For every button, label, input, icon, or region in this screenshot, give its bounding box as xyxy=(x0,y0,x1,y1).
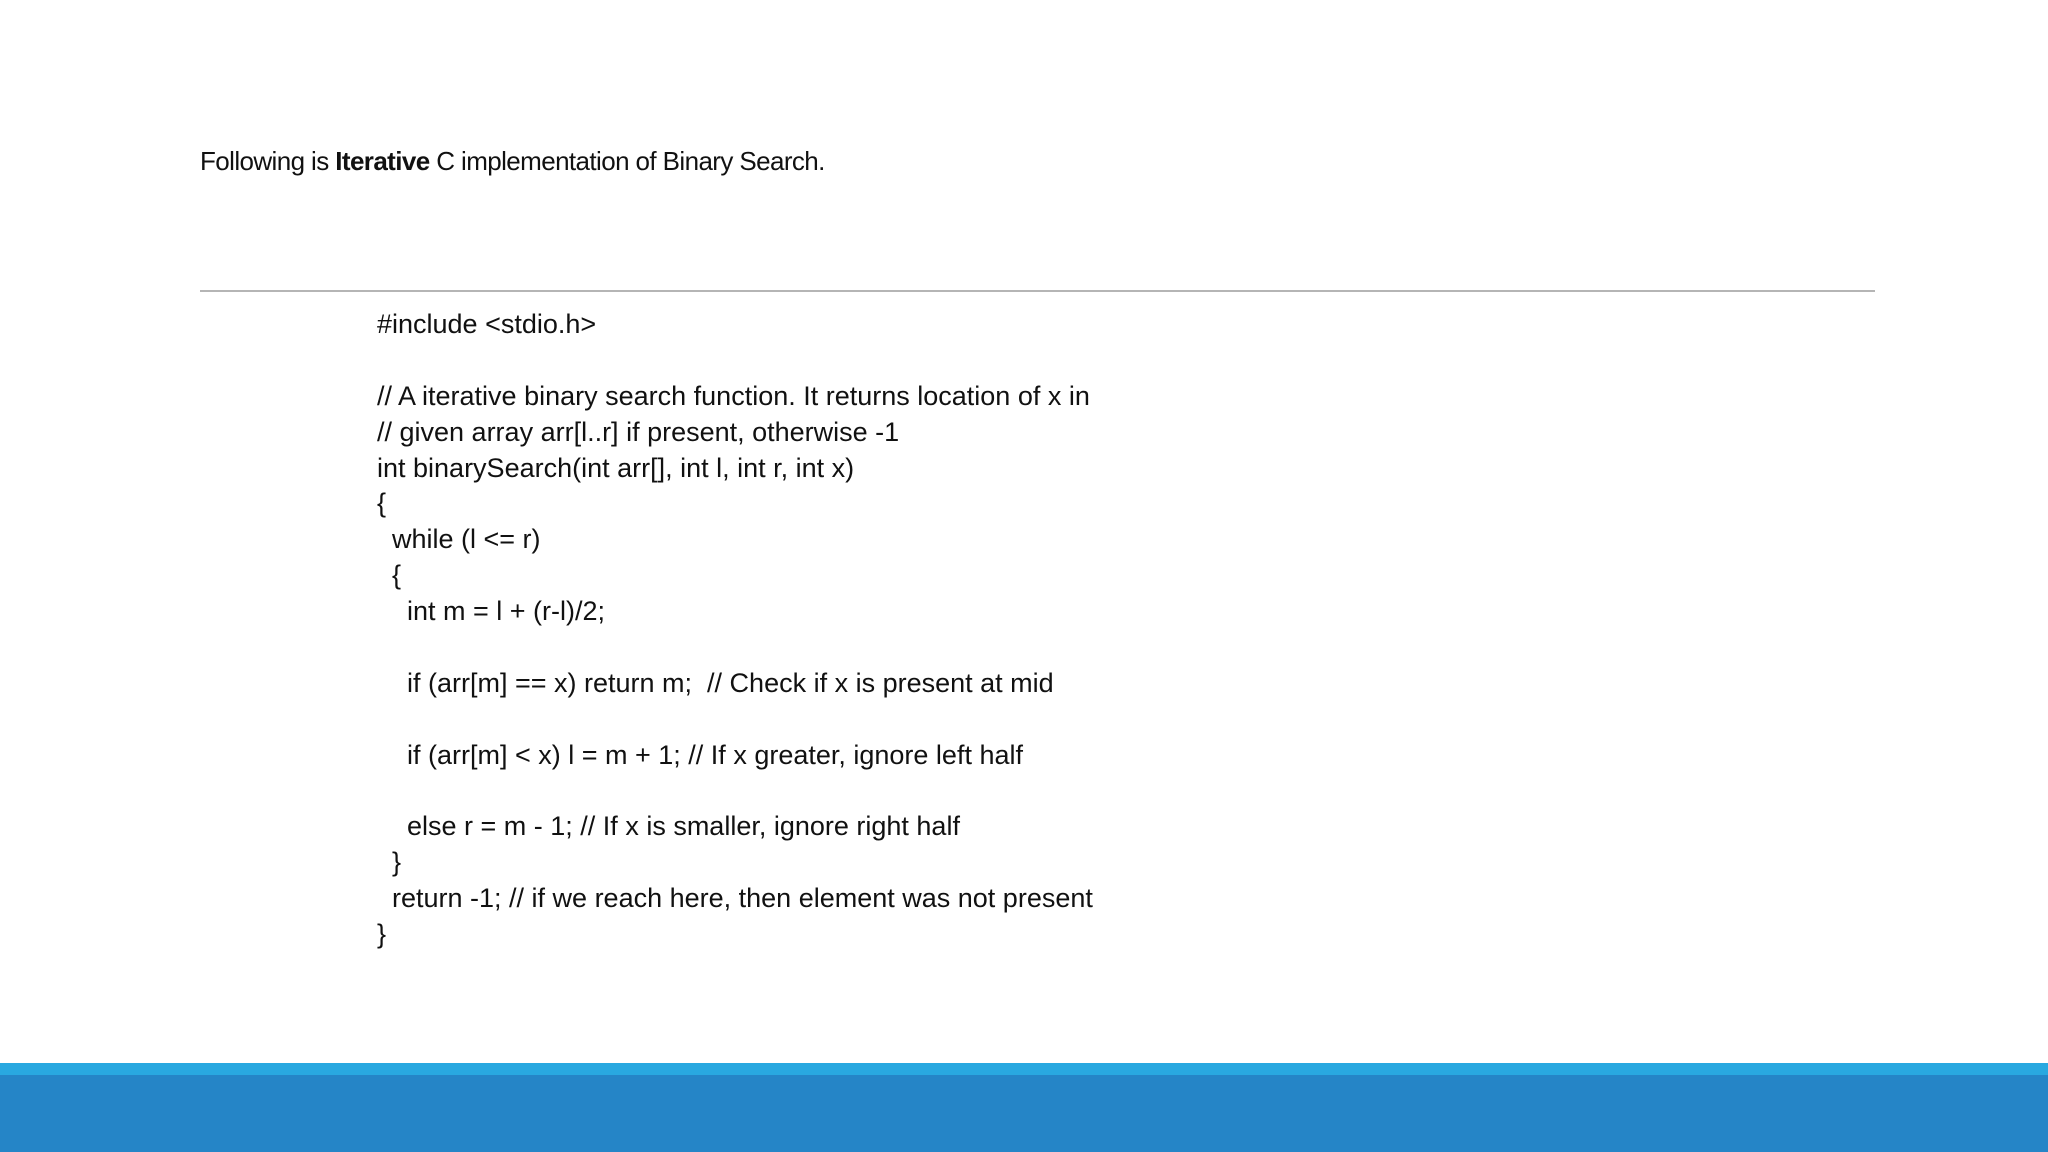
code-line: } xyxy=(377,847,402,878)
code-line: if (arr[m] == x) return m; // Check if x is present at mid xyxy=(377,667,1054,698)
footer-accent-stripe xyxy=(0,1063,2048,1075)
code-line: return -1; // if we reach here, then element was not present xyxy=(377,883,1093,914)
footer-bar xyxy=(0,1075,2048,1152)
heading-divider xyxy=(200,290,1875,292)
code-line: int m = l + (r-l)/2; xyxy=(377,596,606,627)
code-block xyxy=(377,307,1093,953)
code-line: else r = m - 1; // If x is smaller, ignore right half xyxy=(377,811,960,842)
heading-suffix: C implementation of Binary Search. xyxy=(429,146,825,176)
heading-emphasis: Iterative xyxy=(335,146,430,176)
code-line: { xyxy=(377,488,387,519)
slide-heading xyxy=(200,146,825,177)
code-line: int binarySearch(int arr[], int l, int r, int x) xyxy=(377,452,855,483)
code-line: // given array arr[l..r] if present, otherwise -1 xyxy=(377,416,900,447)
code-line: // A iterative binary search function. It returns location of x in xyxy=(377,380,1090,411)
code-line xyxy=(377,343,1093,379)
code-line xyxy=(377,630,1093,666)
code-line: while (l <= r) xyxy=(377,524,541,555)
code-line: if (arr[m] < x) l = m + 1; // If x greater, ignore left half xyxy=(377,739,1023,770)
code-line: } xyxy=(377,919,387,950)
heading-prefix: Following is xyxy=(200,146,336,176)
code-line xyxy=(377,702,1093,738)
code-line xyxy=(377,774,1093,810)
code-line: { xyxy=(377,560,402,591)
code-line: #include <stdio.h> xyxy=(377,309,597,339)
